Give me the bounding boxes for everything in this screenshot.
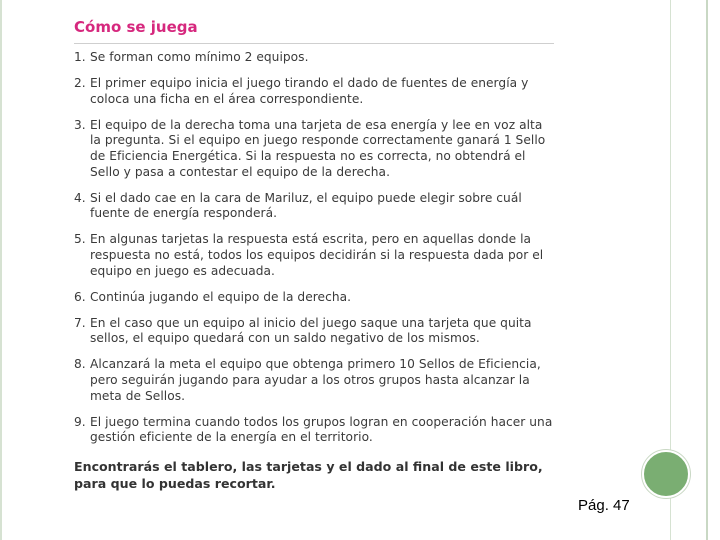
item-number: 9. <box>74 414 86 429</box>
document-page <box>74 18 554 492</box>
item-number: 6. <box>74 289 86 304</box>
list-item <box>74 50 554 66</box>
item-number: 1. <box>74 50 86 64</box>
item-number: 4. <box>74 190 86 205</box>
item-number: 3. <box>74 117 86 132</box>
rules-list <box>74 50 554 446</box>
list-item <box>74 191 554 222</box>
list-item <box>74 232 554 279</box>
item-text: Se forman como mínimo 2 equipos. <box>90 50 309 64</box>
item-text: El primer equipo inicia el juego tirando el dado de fuentes de energía y coloca una ficha en el área correspondiente. <box>90 76 529 106</box>
item-text: En el caso que un equipo al inicio del juego saque una tarjeta que quita sellos, el equipo quedará con un saldo negativo de los mismos. <box>90 315 532 346</box>
footer-note: Encontrarás el tablero, las tarjetas y el dado al final de este libro, para que lo puedas recortar. <box>74 458 543 491</box>
list-item <box>74 118 554 180</box>
decorative-circle <box>642 450 690 498</box>
list-item <box>74 316 554 347</box>
item-number: 8. <box>74 357 86 372</box>
item-number: 5. <box>74 232 86 247</box>
item-text: Continúa jugando el equipo de la derecha. <box>90 289 352 304</box>
page-title: Cómo se juega <box>74 18 198 36</box>
page-number: Pág. 47 <box>578 497 630 514</box>
item-text: Si el dado cae en la cara de Mariluz, el equipo puede elegir sobre cuál fuente de energía responderá. <box>90 190 522 221</box>
item-text: En algunas tarjetas la respuesta está escrita, pero en aquellas donde la respuesta no está, todos los equipos decidirán si la respuesta dada por el equipo en juego es adecuada. <box>90 232 544 278</box>
list-item <box>74 415 554 446</box>
title-divider <box>74 43 554 44</box>
list-item <box>74 357 554 404</box>
item-text: Alcanzará la meta el equipo que obtenga primero 10 Sellos de Eficiencia, pero seguirán jugando para ayudar a los otros grupos hasta alcanzar la meta de Sellos. <box>90 357 541 403</box>
item-text: El equipo de la derecha toma una tarjeta de esa energía y lee en voz alta la pregunta. Si el equipo en juego responde correctamente ganará 1 Sello de Eficiencia Energética. Si la respuesta no es correcta, no obtendrá el Sello y pasa a contestar el equipo de la derecha. <box>90 117 546 179</box>
item-text: El juego termina cuando todos los grupos logran en cooperación hacer una gestión eficiente de la energía en el territorio. <box>90 414 553 445</box>
list-item <box>74 76 554 107</box>
item-number: 7. <box>74 315 86 330</box>
item-number: 2. <box>74 76 86 91</box>
list-item <box>74 290 554 306</box>
